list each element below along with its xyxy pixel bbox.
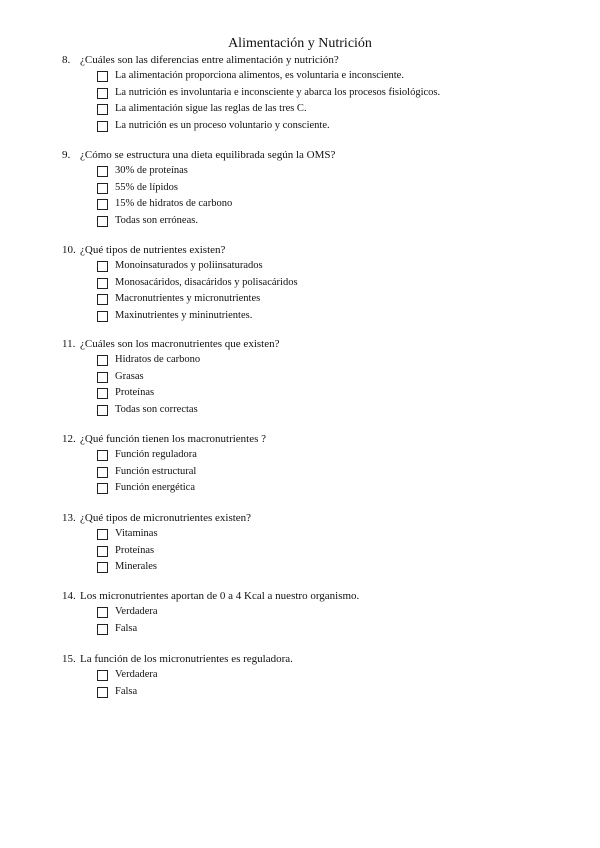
checkbox[interactable] [97,183,108,194]
option-label: Vitaminas [115,528,158,539]
question-text: ¿Cuáles son las diferencias entre alimentación y nutrición? [80,54,339,66]
option-label: Monosacáridos, disacáridos y polisacáridos [115,276,298,288]
option-label: Función estructural [115,465,197,477]
option-label: La nutrición es un proceso voluntario y consciente. [115,119,330,131]
option-label: Falsa [115,685,138,697]
checkbox[interactable] [97,199,108,210]
question-number: 12. [62,433,76,445]
option-label: Función reguladora [115,449,197,460]
question-text: ¿Qué tipos de nutrientes existen? [80,244,226,256]
option-label: La alimentación sigue las reglas de las tres C. [115,103,307,114]
question-number: 13. [62,512,76,524]
checkbox[interactable] [97,607,108,618]
checkbox[interactable] [97,467,108,478]
checkbox[interactable] [97,687,108,698]
checkbox[interactable] [97,405,108,416]
checkbox[interactable] [97,529,108,540]
page-title: Alimentación y Nutrición [228,36,372,51]
checkbox[interactable] [97,670,108,681]
checkbox[interactable] [97,294,108,305]
option-label: Hidratos de carbono [115,354,201,365]
option-label: Verdadera [115,606,158,617]
question-number: 8. [62,54,71,66]
checkbox[interactable] [97,311,108,322]
checkbox[interactable] [97,278,108,289]
checkbox[interactable] [97,88,108,99]
checkbox[interactable] [97,388,108,399]
question-number: 10. [62,244,76,256]
checkbox[interactable] [97,71,108,82]
option-label: La nutrición es involuntaria e inconsciente y abarca los procesos fisiológicos. [115,86,441,98]
option-label: Grasas [115,370,144,382]
checkbox[interactable] [97,355,108,366]
checkbox[interactable] [97,624,108,635]
option-label: Proteínas [115,544,155,556]
option-label: Verdadera [115,669,158,680]
checkbox[interactable] [97,104,108,115]
checkbox[interactable] [97,483,108,494]
checkbox[interactable] [97,121,108,132]
question-number: 15. [62,653,76,665]
question-number: 14. [62,590,76,602]
option-label: Monoinsaturados y poliinsaturados [115,260,263,271]
checkbox[interactable] [97,261,108,272]
question-text: La función de los micronutrientes es reguladora. [80,653,293,665]
option-label: 30% de proteínas [115,165,188,176]
checkbox[interactable] [97,562,108,573]
checkbox[interactable] [97,450,108,461]
question-text: ¿Cuáles son los macronutrientes que existen? [80,338,280,350]
option-label: Maxinutrientes y mininutrientes. [115,309,253,321]
question-text: Los micronutrientes aportan de 0 a 4 Kcal a nuestro organismo. [80,590,360,602]
option-label: Todas son correctas [115,403,198,415]
option-label: Macronutrientes y micronutrientes [115,293,261,304]
question-number: 11. [62,338,76,350]
checkbox[interactable] [97,166,108,177]
question-text: ¿Qué función tienen los macronutrientes ? [80,433,267,445]
option-label: Falsa [115,622,138,634]
option-label: Minerales [115,561,157,572]
option-label: Función energética [115,482,195,493]
option-label: 55% de lípidos [115,181,178,193]
question-text: ¿Qué tipos de micronutrientes existen? [80,512,252,524]
option-label: Todas son erróneas. [115,214,198,226]
question-text: ¿Cómo se estructura una dieta equilibrada según la OMS? [80,149,336,161]
checkbox[interactable] [97,216,108,227]
question-number: 9. [62,149,71,161]
option-label: La alimentación proporciona alimentos, es voluntaria e inconsciente. [115,70,404,81]
checkbox[interactable] [97,546,108,557]
option-label: Proteínas [115,387,155,398]
checkbox[interactable] [97,372,108,383]
option-label: 15% de hidratos de carbono [115,198,233,209]
